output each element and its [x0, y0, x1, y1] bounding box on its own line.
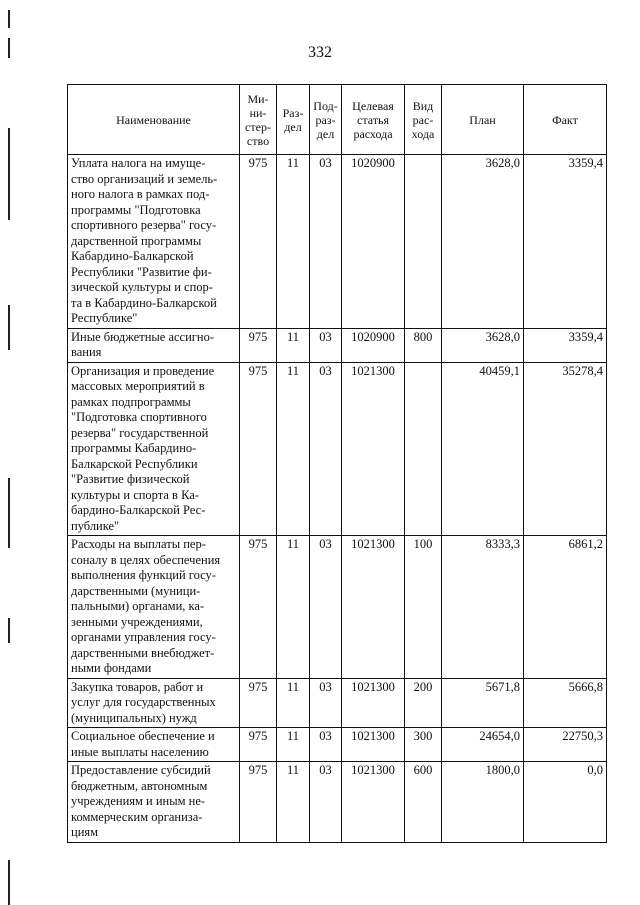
header-section: Раз- дел — [277, 85, 310, 155]
cell-fact: 3359,4 — [524, 328, 607, 362]
cell-target: 1021300 — [342, 678, 405, 728]
table-row — [68, 328, 607, 362]
cell-plan: 5671,8 — [442, 678, 524, 728]
cell-target: 1021300 — [342, 362, 405, 536]
cell-subsection: 03 — [310, 678, 342, 728]
scan-edge-mark — [8, 38, 10, 58]
cell-ministry: 975 — [240, 328, 277, 362]
scan-edge-mark — [8, 478, 10, 548]
cell-target: 1021300 — [342, 536, 405, 679]
scan-edge-mark — [8, 305, 10, 350]
cell-section: 11 — [277, 362, 310, 536]
cell-section: 11 — [277, 328, 310, 362]
table-row — [68, 678, 607, 728]
cell-kind: 300 — [405, 728, 442, 762]
cell-ministry: 975 — [240, 155, 277, 329]
cell-fact: 6861,2 — [524, 536, 607, 679]
cell-name: Предоставление субсидий бюджетным, автономным учреждениям и иным не- коммерческим организа- циям — [68, 762, 240, 843]
header-ministry: Ми- ни- стер- ство — [240, 85, 277, 155]
table-row — [68, 362, 607, 536]
cell-subsection: 03 — [310, 728, 342, 762]
cell-subsection: 03 — [310, 328, 342, 362]
cell-plan: 40459,1 — [442, 362, 524, 536]
page-number: 332 — [308, 44, 332, 61]
budget-table — [67, 84, 607, 843]
cell-fact: 5666,8 — [524, 678, 607, 728]
cell-subsection: 03 — [310, 155, 342, 329]
scan-edge-mark — [8, 10, 10, 28]
cell-name: Уплата налога на имуще- ство организаций и земель- ного налога в рамках под- программы "Подготовка спортивного резерва" госу- дарственной программы Кабардино-Балкарской Республики "Развитие фи- зической культуры и спор- та в Кабардино-Балкарской Республике" — [68, 155, 240, 329]
cell-name: Социальное обеспечение и иные выплаты населению — [68, 728, 240, 762]
cell-plan: 3628,0 — [442, 155, 524, 329]
cell-fact: 0,0 — [524, 762, 607, 843]
cell-target: 1020900 — [342, 328, 405, 362]
cell-kind: 200 — [405, 678, 442, 728]
scan-edge-mark — [8, 860, 10, 905]
header-row — [68, 85, 607, 155]
table-row — [68, 155, 607, 329]
header-name: Наименование — [68, 85, 240, 155]
cell-target: 1021300 — [342, 762, 405, 843]
table-row — [68, 536, 607, 679]
cell-name: Организация и проведение массовых мероприятий в рамках подпрограммы "Подготовка спортивного резерва" государственной программы Кабардино- Балкарской Республики "Развитие физической культуры и спорта в Ка- бардино-Балкарской Рес- публике" — [68, 362, 240, 536]
table-row — [68, 762, 607, 843]
table-row — [68, 728, 607, 762]
cell-kind — [405, 155, 442, 329]
scan-edge-mark — [8, 618, 10, 643]
cell-subsection: 03 — [310, 536, 342, 679]
cell-plan: 1800,0 — [442, 762, 524, 843]
cell-section: 11 — [277, 728, 310, 762]
cell-ministry: 975 — [240, 362, 277, 536]
header-fact: Факт — [524, 85, 607, 155]
cell-subsection: 03 — [310, 762, 342, 843]
header-plan: План — [442, 85, 524, 155]
scan-edge-mark — [8, 128, 10, 220]
cell-section: 11 — [277, 762, 310, 843]
cell-kind: 100 — [405, 536, 442, 679]
cell-target: 1020900 — [342, 155, 405, 329]
cell-section: 11 — [277, 536, 310, 679]
cell-name: Иные бюджетные ассигно- вания — [68, 328, 240, 362]
cell-ministry: 975 — [240, 678, 277, 728]
cell-subsection: 03 — [310, 362, 342, 536]
cell-plan: 24654,0 — [442, 728, 524, 762]
cell-name: Расходы на выплаты пер- соналу в целях обеспечения выполнения функций госу- дарственными (муници- пальными) органами, ка- зенными учреждениями, органами управления госу- дарственными внебюджет- ными фондами — [68, 536, 240, 679]
cell-kind — [405, 362, 442, 536]
cell-name: Закупка товаров, работ и услуг для государственных (муниципальных) нужд — [68, 678, 240, 728]
cell-plan: 3628,0 — [442, 328, 524, 362]
cell-fact: 3359,4 — [524, 155, 607, 329]
cell-ministry: 975 — [240, 536, 277, 679]
cell-plan: 8333,3 — [442, 536, 524, 679]
cell-section: 11 — [277, 155, 310, 329]
cell-fact: 22750,3 — [524, 728, 607, 762]
table-body — [68, 155, 607, 843]
cell-section: 11 — [277, 678, 310, 728]
cell-ministry: 975 — [240, 728, 277, 762]
cell-kind: 800 — [405, 328, 442, 362]
header-subsection: Под- раз- дел — [310, 85, 342, 155]
cell-fact: 35278,4 — [524, 362, 607, 536]
cell-ministry: 975 — [240, 762, 277, 843]
cell-target: 1021300 — [342, 728, 405, 762]
header-target: Целевая статья расхода — [342, 85, 405, 155]
cell-kind: 600 — [405, 762, 442, 843]
header-kind: Вид рас- хода — [405, 85, 442, 155]
